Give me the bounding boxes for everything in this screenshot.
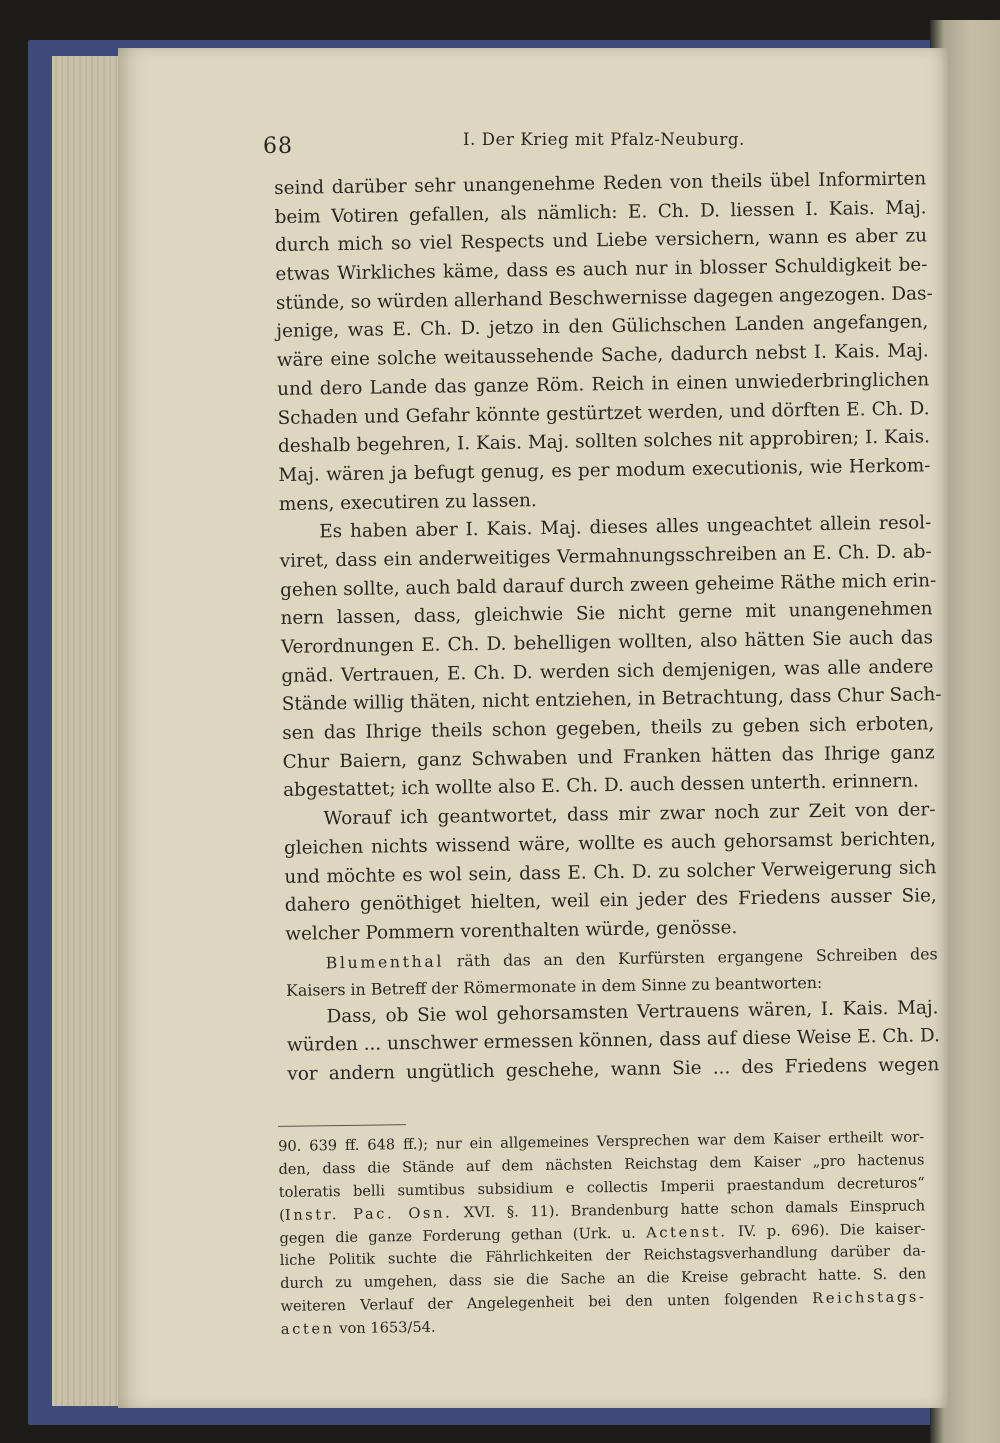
footnote-text: gegen die ganze Forderung gethan (Urk. u. [279, 1224, 647, 1247]
footnote-line: liche Politik suchte die Fährlichkeiten der Reichstagsverhandlung darüber da- [279, 1242, 926, 1270]
text-line: und möchte es wol sein, dass E. Ch. D. zu solcher Verweigerung sich [284, 856, 937, 888]
text-line: Worauf ich geantwortet, dass mir zwar noch zur Zeit von der- [323, 799, 936, 830]
text-line: deshalb begehren, I. Kais. Maj. sollten solches nit approbiren; I. Kais. [277, 426, 931, 458]
footnote-text: weiteren Verlauf der Angelegenheit bei den unten folgenden [280, 1290, 813, 1316]
text-line: stünde, so würden allerhand Beschwernisse dagegen angezogen. Das- [275, 282, 933, 314]
text-line: nern lassen, dass, gleichwie Sie nicht gerne mit unangenehmen [280, 598, 933, 630]
footnote-line: durch zu umgehen, dass sie die Sache an die Kreise gebracht hatte. S. den [280, 1265, 927, 1293]
text-line: Verordnungen E. Ch. D. behelligen wollten, also hätten Sie auch das [280, 627, 934, 658]
text-line: gleichen nichts wissend wäre, wollte es auch gehorsamst berichten, [283, 828, 937, 859]
footnote-text: von 1653/54. [334, 1318, 436, 1338]
text-line: durch mich so viel Respects und Liebe versichern, wann es aber zu [274, 225, 928, 257]
citation-spaced: Reichstags- [812, 1288, 927, 1308]
text-line: abgestattet; ich wollte also E. Ch. D. auch dessen unterth. erinnern. [282, 770, 919, 802]
text-line: welcher Pommern vorenthalten würde, genösse. [285, 917, 738, 945]
footnote-text: ( [279, 1206, 286, 1224]
text-line: sen das Ihrige theils schon gegeben, theils zu geben sich erboten, [282, 713, 935, 744]
citation-spaced: Actenst. [646, 1222, 728, 1242]
citation-spaced: Instr. Pac. Osn. [284, 1204, 453, 1224]
page-header [263, 128, 863, 158]
text-line: Schaden und Gefahr könnte gestürtzet werden, und dörften E. Ch. D. [277, 397, 930, 429]
text-line: etwas Wirkliches käme, dass es auch nur in blosser Schuldigkeit be- [275, 254, 928, 286]
page-number: 68 [263, 134, 293, 159]
text-line: Es haben aber I. Kais. Maj. dieses alles ungeachtet allein resol- [319, 512, 932, 543]
text-line: dahero genöthiget hielten, weil ein jeder des Friedens ausser Sie, [284, 885, 937, 917]
text-line: jenige, was E. Ch. D. jetzo in den Gülichschen Landen angefangen, [276, 311, 929, 343]
text-line: beim Votiren gefallen, als nämlich: E. Ch. D. liessen I. Kais. Maj. [274, 197, 927, 228]
text-line: gehen sollte, auch bald darauf durch zween geheime Räthe mich erin- [280, 569, 937, 601]
citation-spaced: acten [280, 1320, 335, 1339]
footnote-line: 90. 639 ff. 648 ff.); nur ein allgemeines Versprechen war dem Kaiser ertheilt wor- [278, 1128, 925, 1155]
footnote-line: toleratis belli sumtibus subsidium e collectis Imperii praestandum decreturos“ [278, 1174, 925, 1201]
quote-line: Dass, ob Sie wol gehorsamsten Vertrauens wären, I. Kais. Maj. [326, 996, 939, 1027]
footnotes [278, 1126, 927, 1342]
text-line: Chur Baiern, ganz Schwaben und Franken hätten das Ihrige ganz [282, 742, 935, 773]
quote-line: würden ... unschwer ermessen können, dass auf diese Weise E. Ch. D. [286, 1025, 941, 1057]
running-head: I. Der Krieg mit Pfalz-Neuburg. [463, 130, 745, 149]
footnote-text: IV. p. 696). Die kaiser- [727, 1219, 926, 1240]
text-line: Maj. wären ja befugt genug, es per modum executionis, wie Herkom- [278, 455, 931, 486]
body-text [274, 165, 942, 1089]
editorial-note-line: Kaisers in Betreff der Römermonate in dem Sinne zu beantworten: [285, 972, 823, 1000]
footnote-divider [278, 1124, 406, 1127]
text-line: wäre eine solche weitaussehende Sache, dadurch nebst I. Kais. Maj. [276, 340, 929, 372]
footnote-line: den, dass die Stände auf dem nächsten Reichstag dem Kaiser „pro hactenus [278, 1151, 925, 1178]
text-line: gnäd. Vertrauen, E. Ch. D. werden sich demjenigen, was alle andere [281, 655, 934, 687]
note-text: räth das an den Kurfürsten ergangene Schreiben des [456, 943, 938, 970]
book-page [118, 48, 948, 1408]
text-line: seind darüber sehr unangenehme Reden von theils übel Informirten [274, 168, 927, 199]
text-line: mens, executiren zu lassen. [278, 489, 537, 515]
text-line: viret, dass ein anderweitiges Vermahnungsschreiben an E. Ch. D. ab- [279, 541, 932, 572]
text-line: und dero Lande das ganze Röm. Reich in einen unwiederbringlichen [277, 369, 930, 400]
footnote-text: XVI. §. 11). Brandenburg hatte schon damals Einspruch [452, 1197, 926, 1222]
person-name: Blumenthal [325, 951, 445, 972]
quote-line: vor andern ungütlich geschehe, wann Sie ... des Friedens wegen [287, 1054, 940, 1085]
text-line: Stände willig thäten, nicht entziehen, in Betrachtung, dass Chur Sach- [281, 684, 942, 716]
